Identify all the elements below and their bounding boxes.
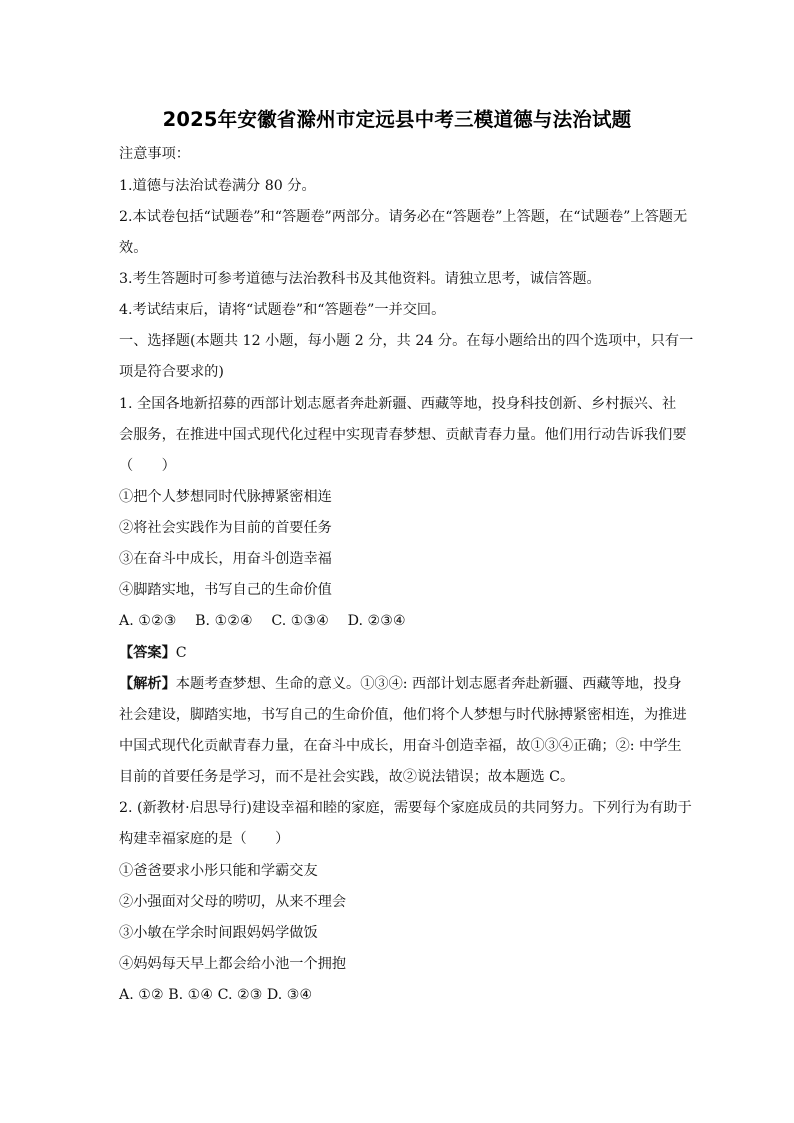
q1-statement: ②将社会实践作为目前的首要任务: [119, 520, 332, 536]
q1-statement: ③在奋斗中成长，用奋斗创造幸福: [119, 551, 332, 567]
question-2-stem: 构建幸福家庭的是（ ）: [119, 831, 290, 847]
q1-analysis-line: 社会建设，脚踏实地，书写自己的生命价值，他们将个人梦想与时代脉搏紧密相连，为推进: [119, 707, 687, 723]
analysis-text: 本题考查梦想、生命的意义。①③④: 西部计划志愿者奔赴新疆、西藏等地，投身: [175, 676, 682, 692]
answer-label: 【答案】: [119, 645, 176, 661]
page-title: 2025年安徽省滁州市定远县中考三模道德与法治试题: [162, 108, 632, 131]
question-2-stem: 2. (新教材·启思导行)建设幸福和睦的家庭，需要每个家庭成员的共同努力。下列行为有助于: [119, 800, 692, 816]
notice-item: 3.考生答题时可参考道德与法治教科书及其他资料。请独立思考，诚信答题。: [119, 271, 601, 287]
section-heading: 一、选择题(本题共 12 小题，每小题 2 分，共 24 分。在每小题给出的四个选项中，只有一: [119, 333, 694, 349]
q1-analysis: [119, 674, 682, 694]
question-1-stem: 1. 全国各地新招募的西部计划志愿者奔赴新疆、西藏等地，投身科技创新、乡村振兴、社: [119, 396, 677, 412]
q2-statement: ④妈妈每天早上都会给小池一个拥抱: [119, 956, 347, 972]
q1-analysis-line: 目前的首要任务是学习，而不是社会实践，故②说法错误；故本题选 C。: [119, 769, 575, 785]
q2-statement: ①爸爸要求小彤只能和学霸交友: [119, 863, 318, 879]
notice-item: 1.道德与法治试卷满分 80 分。: [119, 178, 316, 194]
q1-answer: [119, 643, 187, 663]
q1-statement: ④脚踏实地，书写自己的生命价值: [119, 582, 332, 598]
section-heading-cont: 项是符合要求的): [119, 364, 224, 380]
answer-value: C: [175, 645, 187, 661]
q2-options: A. ①② B. ①④ C. ②③ D. ③④: [119, 987, 313, 1003]
analysis-label: 【解析】: [119, 676, 176, 692]
q2-statement: ③小敏在学余时间跟妈妈学做饭: [119, 925, 318, 941]
q1-options: A. ①②③ B. ①②④ C. ①③④ D. ②③④: [119, 613, 406, 629]
q1-statement: ①把个人梦想同时代脉搏紧密相连: [119, 489, 332, 505]
question-1-stem: 会服务，在推进中国式现代化过程中实现青春梦想、贡献青春力量。他们用行动告诉我们要: [119, 427, 687, 443]
notice-heading: 注意事项：: [119, 146, 190, 162]
notice-item: 2.本试卷包括“试题卷”和“答题卷”两部分。请务必在“答题卷”上答题，在“试题卷”上答题无: [119, 209, 688, 225]
q2-statement: ②小强面对父母的唠叨，从来不理会: [119, 894, 347, 910]
question-1-blank: （ ）: [119, 458, 176, 474]
notice-item: 效。: [119, 240, 148, 256]
q1-analysis-line: 中国式现代化贡献青春力量，在奋斗中成长，用奋斗创造幸福，故①③④正确；②: 中学生: [119, 738, 682, 754]
notice-item: 4.考试结束后，请将“试题卷”和“答题卷”一并交回。: [119, 302, 446, 318]
